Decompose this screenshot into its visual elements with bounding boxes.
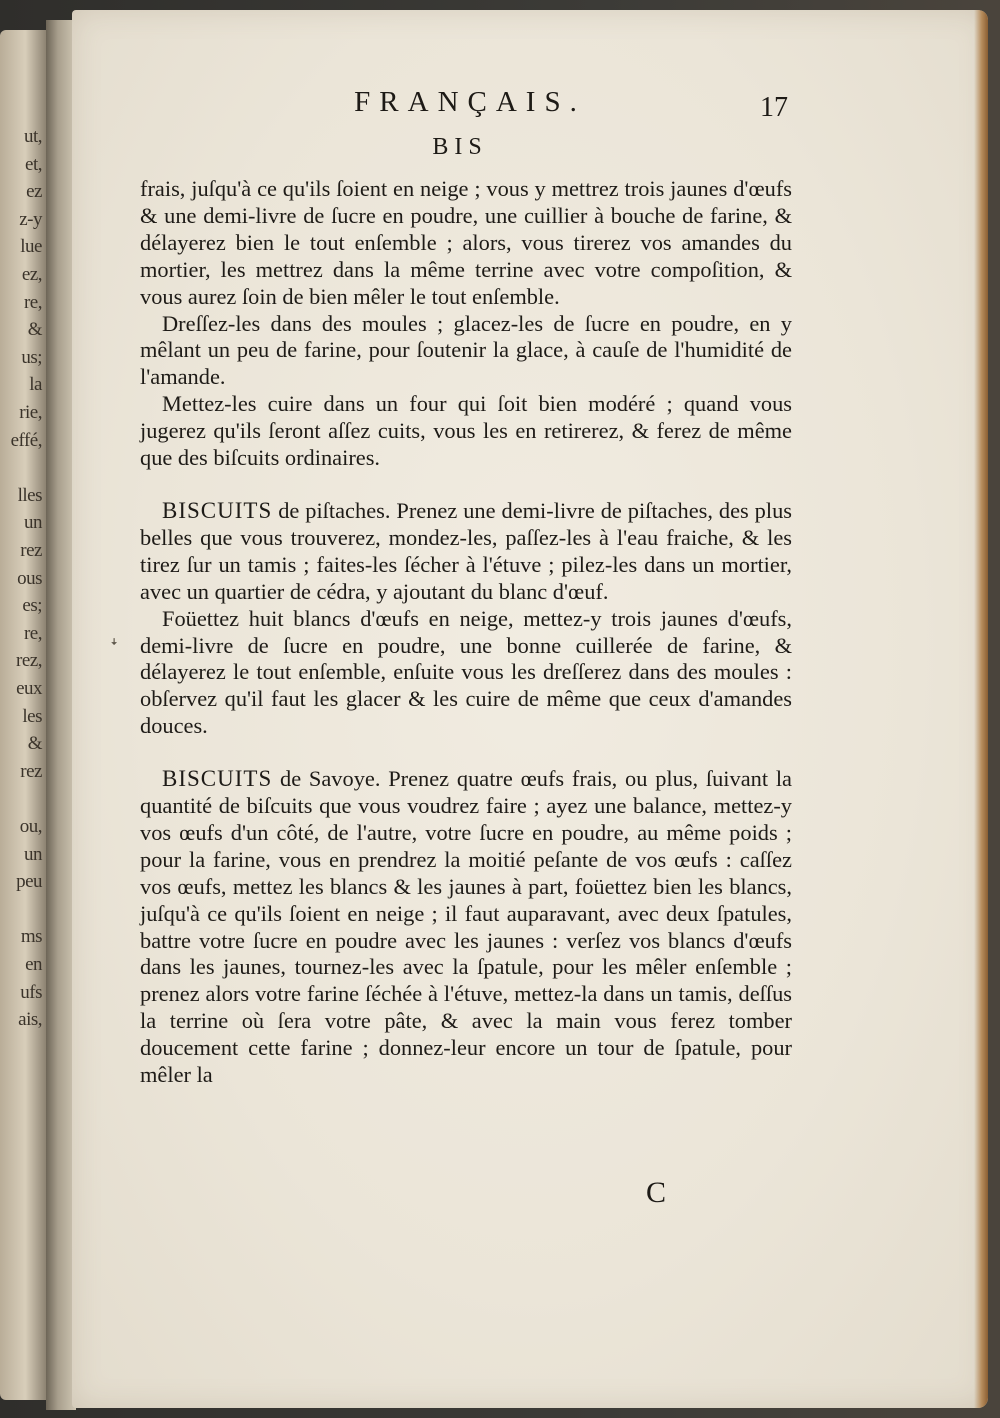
entry-text: de piſtaches. Prenez une demi-livre de piſtaches, des plus belles que vous trouverez, mondez-les, paſſez-les à l'eau fraiche, & les tirez ſur un tamis ; faites-les ſécher à l'étuve ; pilez-les dans un mortier, avec un quartier de cédra, y ajoutant du blanc d'œuf.	[140, 497, 792, 604]
facing-page-fragment: ous	[17, 567, 42, 589]
paragraph-2: Dreſſez-les dans des moules ; glacez-les de ſucre en poudre, en y mêlant un peu de farine, pour ſoutenir la glace, à cauſe de l'humidité de l'amande.	[140, 310, 792, 390]
stray-mark: ꜜ	[110, 640, 118, 657]
facing-page-fragment: &	[27, 733, 42, 755]
facing-page-fragment: un	[24, 512, 42, 534]
entry-biscuits-pistaches	[140, 498, 792, 606]
facing-page-fragment: us;	[21, 346, 42, 368]
facing-page-fragment: ez	[26, 181, 42, 203]
facing-page-fragment: ais,	[18, 1009, 42, 1031]
facing-page-fragment: ut,	[23, 126, 42, 147]
facing-page-fragment: lue	[20, 236, 42, 258]
facing-page-fragment: re,	[23, 291, 42, 313]
facing-page-fragment: et,	[25, 153, 42, 175]
facing-page-fragment: ms	[20, 926, 42, 948]
facing-page-fragment: rez,	[16, 650, 42, 672]
facing-page-fragment: ez,	[21, 264, 42, 285]
facing-page-fragment: peu	[16, 871, 42, 893]
entry-text: de Savoye. Prenez quatre œufs frais, ou plus, ſuivant la quantité de biſcuits que vous voudrez faire ; ayez une balance, mettez-y vos œufs d'un côté, de l'autre, votre ſucre en poudre, au même poids ; pour la farine, vous en prendrez la moitié peſante de vos œufs : caſſez vos œufs, mettez les blancs & les jaunes à part, foüettez bien les blancs, juſqu'à ce qu'ils ſoient en neige ; il faut auparavant, avec deux ſpatules, battre votre ſucre en poudre avec les jaunes : verſez vos blancs d'œufs dans les jaunes, tournez-les avec la ſpatule, pour les mêler enſemble ; prenez alors votre farine ſéchée à l'étuve, mettez-la dans un tamis, deſſus la terrine où ſera votre pâte, & avec la main vous ferez tomber doucement cette farine ; donnez-leur encore un tour de ſpatule, pour mêler la	[140, 766, 792, 1088]
facing-page-fragment: rez	[20, 760, 42, 782]
body-text	[140, 176, 792, 1089]
facing-page-fragment: z-y	[19, 208, 42, 230]
facing-page-fragment: eux	[16, 678, 42, 699]
facing-page-fragment: &	[27, 319, 42, 341]
signature-mark: C	[646, 1176, 667, 1209]
facing-page-fragment: effé,	[10, 429, 42, 451]
facing-page-edge	[0, 30, 46, 1400]
facing-page-fragment: ou,	[19, 816, 42, 837]
facing-page-fragment: lles	[17, 484, 42, 506]
facing-page-fragment: en	[25, 954, 42, 975]
facing-page-fragment: les	[22, 705, 42, 727]
catch-heading: BIS	[432, 134, 488, 160]
page-edge-stain	[974, 10, 988, 1408]
paragraph-1: frais, juſqu'à ce qu'ils ſoient en neige ; vous y mettrez trois jaunes d'œufs & une demi-livre de ſucre en poudre, une cuillier à bouche de farine, & délayerez bien le tout enſemble ; alors, vous tirerez vos amandes du mortier, les mettrez dans la même terrine avec votre compoſition, & vous aurez ſoin de bien mêler le tout enſemble.	[140, 176, 792, 309]
facing-page-fragment: rie,	[19, 402, 42, 423]
entry-head: BISCUITS	[162, 766, 273, 792]
facing-page-fragment: un	[24, 843, 42, 865]
facing-page-fragment: rez	[20, 540, 42, 561]
entry-head: BISCUITS	[162, 497, 273, 523]
paragraph-3: Mettez-les cuire dans un four qui ſoit bien modéré ; quand vous jugerez qu'ils ſeront aſſez cuits, vous les en retirerez, & ferez de même que des biſcuits ordinaires.	[140, 391, 792, 471]
facing-page-fragment: es;	[22, 595, 42, 617]
paragraph-pistaches-continuation: Foüettez huit blancs d'œufs en neige, mettez-y trois jaunes d'œufs, demi-livre de ſucre en poudre, une bonne cuillerée de farine, & délayerez le tout enſemble, enſuite vous les dreſſerez dans des moules : obſervez qu'il faut les glacer & les cuire de même que ceux d'amandes douces.	[140, 605, 792, 739]
page-number: 17	[760, 92, 788, 123]
facing-page-fragment: ufs	[20, 981, 42, 1003]
facing-page-fragment: re,	[23, 622, 42, 644]
facing-page-fragment: la	[29, 374, 42, 396]
running-title: FRANÇAIS.	[354, 86, 586, 118]
entry-biscuits-savoye	[140, 766, 792, 1089]
